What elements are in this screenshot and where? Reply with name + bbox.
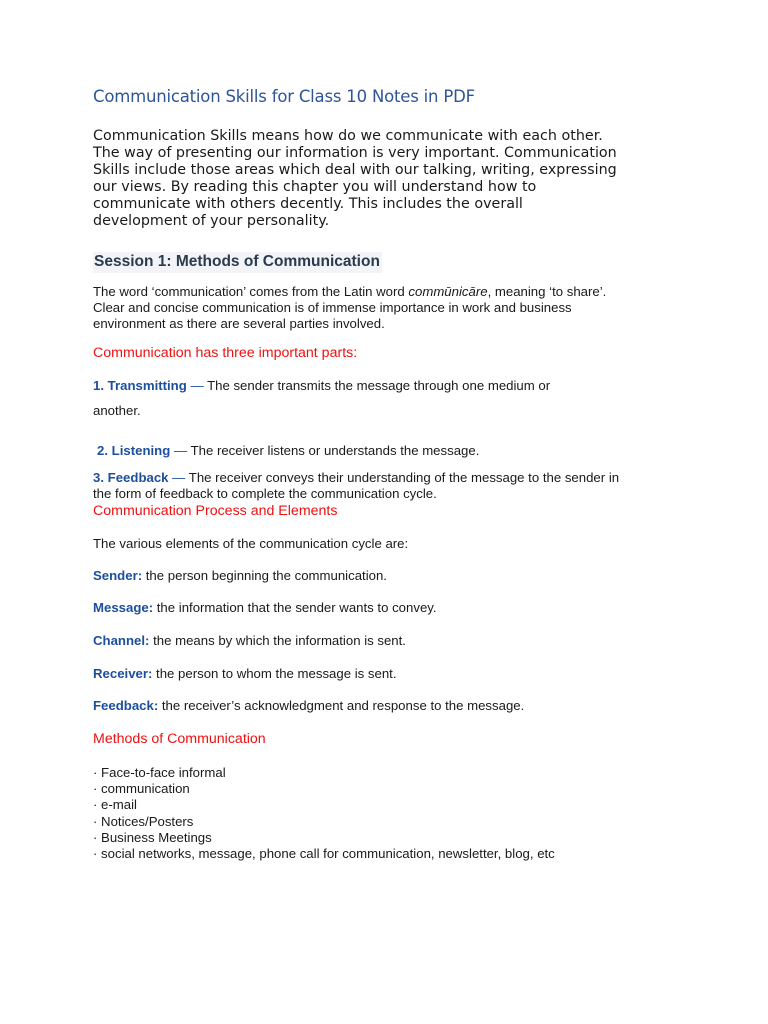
element-feedback (93, 698, 524, 713)
element-desc: the information that the sender wants to convey. (153, 600, 437, 615)
element-term: Feedback: (93, 698, 159, 713)
origin-line-3: environment as there are several parties involved. (93, 316, 385, 331)
part-transmitting (93, 378, 550, 393)
part-label: 2. Listening (97, 443, 171, 458)
origin-line-2: Clear and concise communication is of immense importance in work and business (93, 300, 572, 315)
list-item: · e-mail (93, 797, 137, 813)
part-transmitting-cont: another. (93, 403, 141, 418)
list-item: · Notices/Posters (93, 813, 194, 829)
element-sender (93, 568, 387, 583)
origin-text: The word ‘communication’ comes from the Latin word (93, 284, 409, 299)
methods-list (93, 765, 555, 862)
part-listening (97, 443, 479, 458)
part-text: The receiver listens or understands the message. (190, 443, 480, 458)
elements-intro: The various elements of the communication cycle are: (93, 536, 409, 551)
part-text: The receiver conveys their understanding of the message to the sender in (188, 470, 620, 485)
element-desc: the person to whom the message is sent. (152, 666, 397, 681)
element-message (93, 600, 437, 615)
element-term: Message: (93, 600, 154, 615)
origin-paragraph (93, 284, 606, 332)
list-item: · communication (93, 781, 190, 797)
part-feedback-cont: the form of feedback to complete the communication cycle. (93, 486, 437, 501)
origin-text: , meaning ‘to share’. (487, 284, 607, 299)
list-item: · Business Meetings (93, 829, 212, 845)
element-receiver (93, 666, 397, 681)
intro-paragraph (93, 128, 668, 230)
element-desc: the receiver’s acknowledgment and response to the message. (158, 698, 525, 713)
list-item: · social networks, message, phone call for communication, newsletter, blog, etc (93, 846, 555, 862)
part-dash: — (168, 470, 189, 485)
intro-line: Skills include those areas which deal with our talking, writing, expressing (93, 162, 617, 178)
part-dash: — (186, 378, 208, 393)
list-item: · Face-to-face informal (93, 765, 226, 780)
element-desc: the person beginning the communication. (142, 568, 387, 583)
process-heading: Communication Process and Elements (93, 503, 338, 519)
element-term: Sender: (93, 568, 143, 583)
intro-line: development of your personality. (93, 213, 330, 229)
session-heading: Session 1: Methods of Communication (93, 252, 382, 273)
part-feedback (93, 470, 619, 485)
part-text: The sender transmits the message through one medium or (207, 378, 551, 393)
methods-heading: Methods of Communication (93, 731, 266, 747)
intro-line: The way of presenting our information is very important. Communication (93, 145, 617, 161)
latin-word: commūnicāre (408, 284, 488, 299)
part-label: 3. Feedback (93, 470, 169, 485)
part-label: 1. Transmitting (93, 378, 187, 393)
parts-heading: Communication has three important parts: (93, 345, 358, 361)
origin-line-1 (93, 284, 606, 300)
page-title: Communication Skills for Class 10 Notes in PDF (93, 87, 475, 106)
element-term: Receiver: (93, 666, 153, 681)
intro-line: communicate with others decently. This includes the overall (93, 196, 523, 212)
element-term: Channel: (93, 633, 150, 648)
element-channel (93, 633, 406, 648)
intro-line: Communication Skills means how do we communicate with each other. (93, 128, 603, 144)
part-dash: — (170, 443, 191, 458)
intro-line: our views. By reading this chapter you will understand how to (93, 179, 537, 195)
element-desc: the means by which the information is sent. (149, 633, 406, 648)
